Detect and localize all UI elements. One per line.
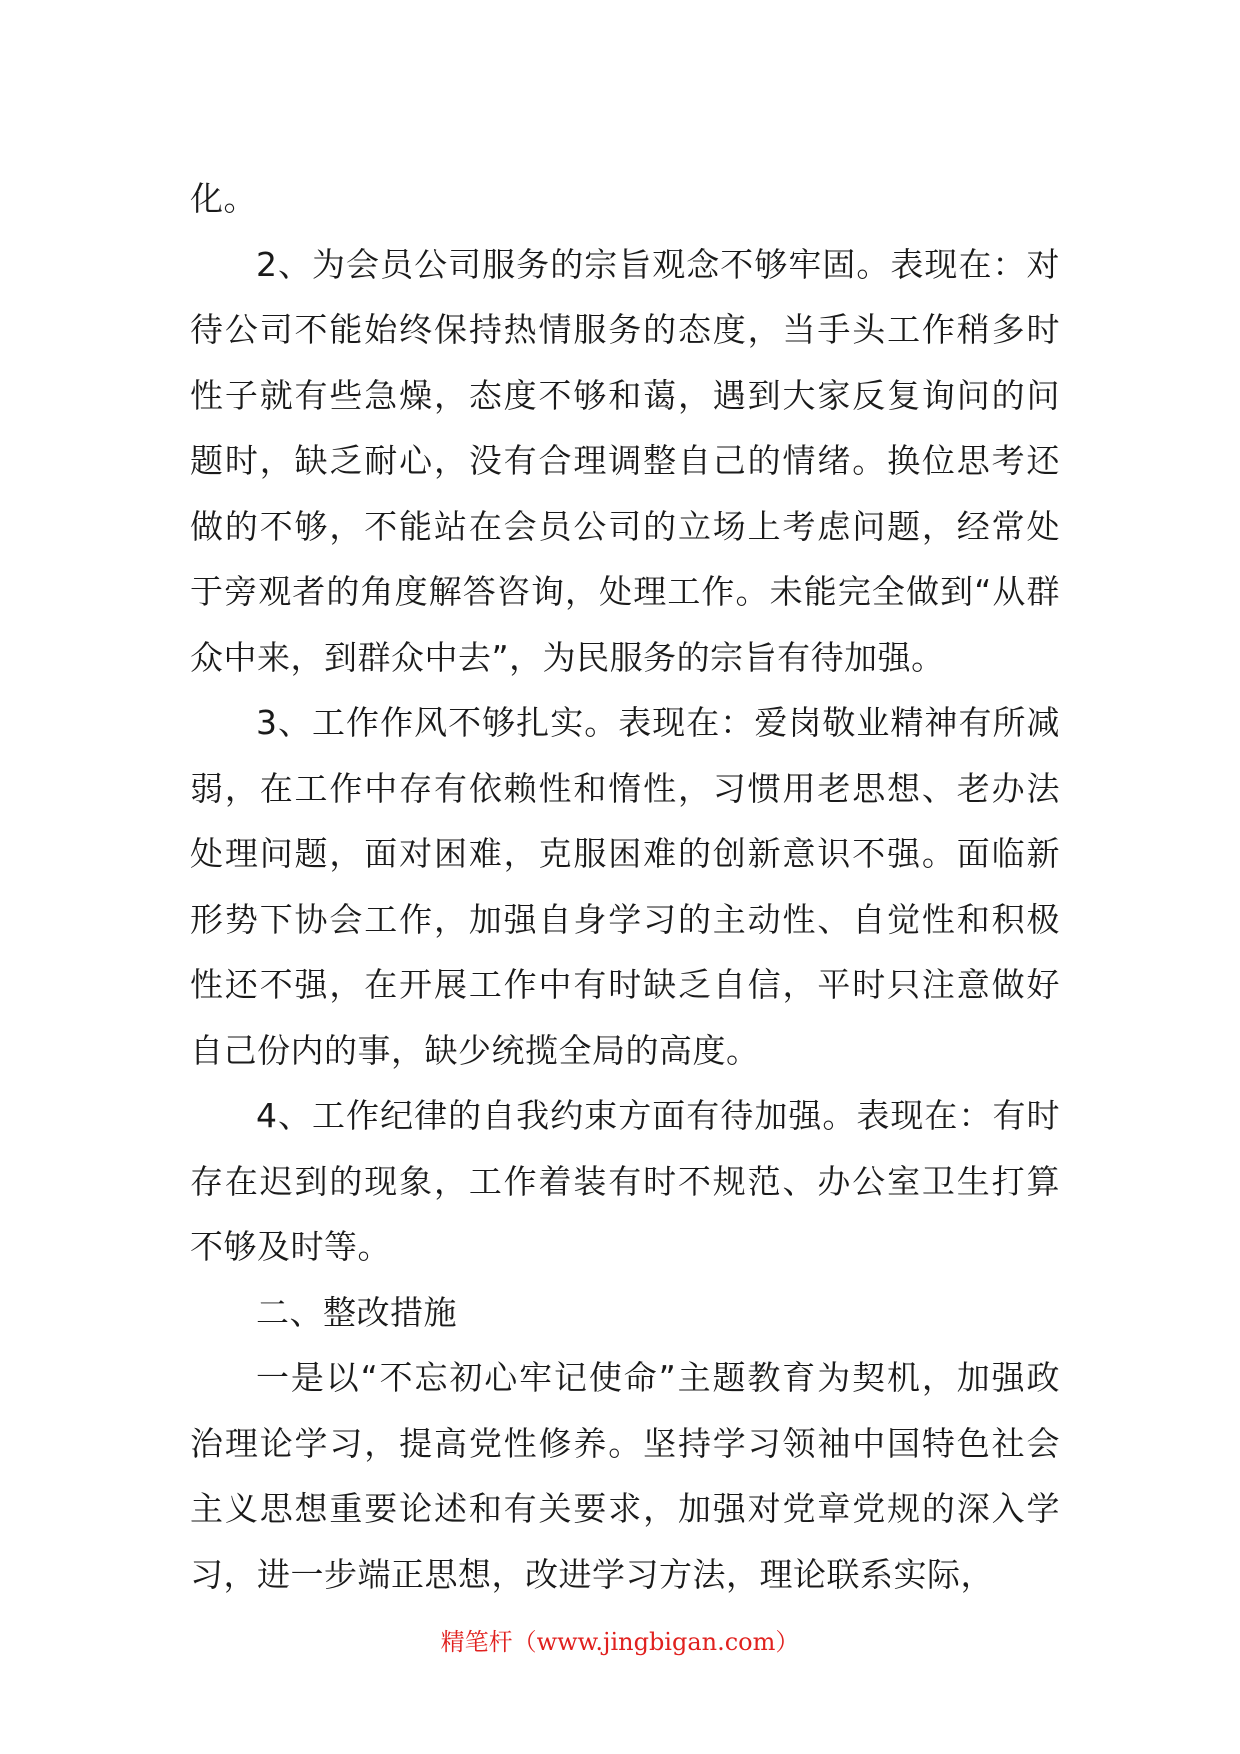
paragraph-measure-1: 一是以“不忘初心牢记使命”主题教育为契机，加强政治理论学习，提高党性修养。坚持学习领袖中国特色社会主义思想重要论述和有关要求，加强对党章党规的深入学习，进一步端正思想，改进学习方法，理论联系实际， — [190, 1358, 1060, 1594]
paragraph-item-4: 4、工作纪律的自我约束方面有待加强。表现在：有时存在迟到的现象，工作着装有时不规范、办公室卫生打算不够及时等。 — [190, 1096, 1060, 1266]
footer-watermark: 精笔杆（www.jingbigan.com） — [440, 1628, 800, 1656]
document-body — [190, 166, 1060, 1607]
paragraph-continuation: 化。 — [190, 179, 257, 218]
paragraph-item-2: 2、为会员公司服务的宗旨观念不够牢固。表现在：对待公司不能始终保持热情服务的态度，当手头工作稍多时性子就有些急燥，态度不够和蔼，遇到大家反复询问的问题时，缺乏耐心，没有合理调整自己的情绪。换位思考还做的不够，不能站在会员公司的立场上考虑问题，经常处于旁观者的角度解答咨询，处理工作。未能完全做到“从群众中来，到群众中去”，为民服务的宗旨有待加强。 — [190, 244, 1060, 677]
paragraph-item-3: 3、工作作风不够扎实。表现在：爱岗敬业精神有所减弱，在工作中存有依赖性和惰性，习惯用老思想、老办法处理问题，面对困难，克服困难的创新意识不强。面临新形势下协会工作，加强自身学习的主动性、自觉性和积极性还不强，在开展工作中有时缺乏自信，平时只注意做好自己份内的事，缺少统揽全局的高度。 — [190, 703, 1060, 1070]
section-heading: 二、整改措施 — [256, 1292, 457, 1332]
